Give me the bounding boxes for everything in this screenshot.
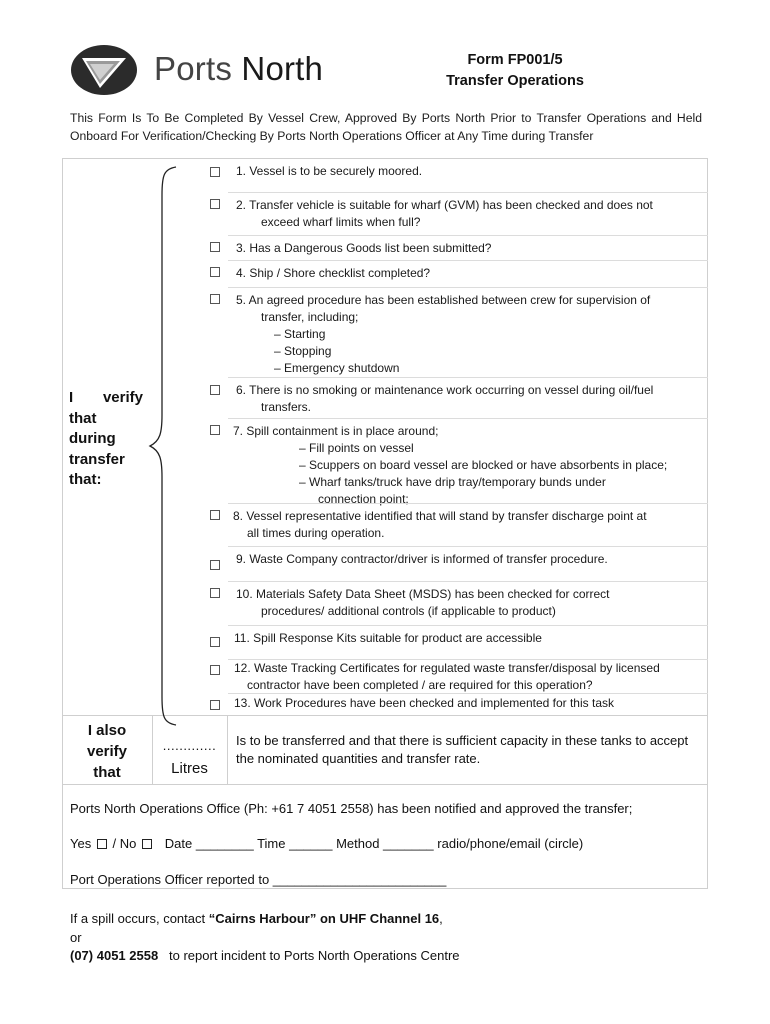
item-text: 9. Waste Company contractor/driver is informed of transfer procedure. [236, 552, 608, 566]
notification-statement: Ports North Operations Office (Ph: +61 7 4051 2558) has been notified and approved the transfer; [70, 801, 633, 816]
item-line: 5. An agreed procedure has been established between crew for supervision of [236, 293, 651, 307]
item-line: transfer, including; [261, 310, 359, 324]
item-line: – Fill points on vessel [299, 441, 414, 455]
spill-or: or [70, 929, 82, 945]
item-checkbox[interactable] [210, 560, 220, 570]
checklist-item [228, 693, 708, 715]
item-line: procedures/ additional controls (if applicable to product) [261, 604, 556, 618]
form-name: Transfer Operations [446, 73, 584, 89]
item-text: 1. Vessel is to be securely moored. [236, 164, 423, 178]
item-text [228, 419, 708, 508]
spill-text: If a spill occurs, contact [70, 911, 209, 926]
item-line: 6. There is no smoking or maintenance work occurring on vessel during oil/fuel [236, 383, 654, 397]
verify-word: transfer [69, 450, 125, 468]
spill-text: , [439, 911, 443, 926]
logo-word-north: North [241, 50, 324, 87]
litres-unit: Litres [171, 760, 208, 777]
checklist-item [228, 377, 708, 418]
item-text: 11. Spill Response Kits suitable for product are accessible [234, 631, 542, 645]
ports-north-logo-icon [70, 44, 138, 96]
item-line: connection point; [318, 492, 409, 506]
item-checkbox[interactable] [210, 267, 220, 277]
uhf-channel: “Cairns Harbour” on UHF Channel 16 [208, 911, 440, 926]
item-checkbox[interactable] [210, 665, 220, 675]
also-word: I also [87, 722, 127, 739]
item-text [228, 378, 708, 416]
verify-word: that: [69, 471, 102, 488]
item-checkbox[interactable] [210, 637, 220, 647]
no-checkbox[interactable] [142, 839, 152, 849]
intro-paragraph: This Form Is To Be Completed By Vessel Crew, Approved By Ports North Prior to Transfer Operations and Held Onboard For Verification/Checking By Ports North Operations Officer at Any Time during Transfer [70, 111, 702, 143]
item-checkbox[interactable] [210, 385, 220, 395]
item-line: – Wharf tanks/truck have drip tray/temporary bunds under [299, 475, 606, 489]
yes-checkbox[interactable] [97, 839, 107, 849]
item-line: contractor have been completed / are required for this operation? [247, 678, 593, 692]
item-checkbox[interactable] [210, 294, 220, 304]
logo-wordmark [154, 50, 323, 88]
item-line: – Scuppers on board vessel are blocked or have absorbents in place; [299, 458, 668, 472]
item-line: – Starting [274, 327, 326, 341]
item-checkbox[interactable] [210, 510, 220, 520]
item-line: 10. Materials Safety Data Sheet (MSDS) has been checked for correct [236, 587, 610, 601]
item-line: – Emergency shutdown [274, 361, 400, 375]
item-text: 13. Work Procedures have been checked and implemented for this task [234, 696, 614, 710]
also-word: verify [86, 743, 128, 760]
verify-word: I [69, 389, 74, 406]
item-line: 7. Spill containment is in place around; [233, 424, 439, 438]
item-text [228, 660, 708, 694]
litres-blank[interactable]: ............. [162, 738, 217, 753]
verify-word: verify [102, 389, 143, 406]
item-text [228, 193, 708, 231]
item-checkbox[interactable] [210, 199, 220, 209]
item-checkbox[interactable] [210, 425, 220, 435]
form-number: Form FP001/5 [467, 52, 563, 68]
checklist-item [228, 159, 708, 192]
item-line: 12. Waste Tracking Certificates for regulated waste transfer/disposal by licensed [234, 661, 660, 675]
checklist-item [228, 659, 708, 693]
capacity-statement: Is to be transferred and that there is sufficient capacity in these tanks to accept the nominated quantities and transfer rate. [236, 733, 689, 766]
also-verify-label [62, 720, 152, 783]
item-text: 4. Ship / Shore checklist completed? [236, 266, 431, 280]
form-title [400, 50, 630, 92]
checklist-item [228, 418, 708, 506]
checklist-item [228, 625, 708, 659]
logo-word-ports: Ports [154, 50, 233, 87]
item-checkbox[interactable] [210, 588, 220, 598]
ports-north-logo [70, 44, 330, 96]
table-divider [227, 715, 228, 785]
approval-line [70, 835, 583, 853]
verify-word: that [69, 409, 97, 427]
yes-label: Yes [70, 836, 92, 851]
checklist-item [228, 546, 708, 581]
checklist-item [228, 503, 708, 546]
spill-contact-info [70, 910, 460, 966]
item-text [228, 288, 708, 377]
item-line: exceed wharf limits when full? [261, 215, 421, 229]
spill-line-3 [70, 947, 460, 966]
checklist-item [228, 260, 708, 287]
item-text: 3. Has a Dangerous Goods list been submitted? [236, 241, 492, 255]
verify-word: during [69, 430, 116, 447]
item-line: transfers. [261, 400, 312, 414]
verify-label [69, 388, 149, 491]
item-line: all times during operation. [247, 526, 385, 540]
checklist-item [228, 581, 708, 625]
item-checkbox[interactable] [210, 242, 220, 252]
curly-brace [146, 165, 178, 727]
operations-phone: (07) 4051 2558 [70, 948, 159, 963]
item-text [228, 582, 708, 620]
item-line: 8. Vessel representative identified that will stand by transfer discharge point at [233, 509, 647, 523]
spill-line-1 [70, 910, 460, 929]
no-label: / No [112, 836, 137, 851]
item-text [228, 504, 708, 542]
spill-text: to report incident to Ports North Operations Centre [158, 948, 460, 963]
checklist-item [228, 235, 708, 260]
item-checkbox[interactable] [210, 167, 220, 177]
item-line: 2. Transfer vehicle is suitable for wharf (GVM) has been checked and does not [236, 198, 653, 212]
officer-reported-line[interactable]: Port Operations Officer reported to ________________________ [70, 872, 447, 887]
date-time-method-fields[interactable]: Date ________ Time ______ Method _______ radio/phone/email (circle) [164, 836, 584, 851]
item-checkbox[interactable] [210, 700, 220, 710]
also-word: that [93, 764, 121, 781]
item-line: – Stopping [274, 344, 332, 358]
checklist-item [228, 287, 708, 377]
checklist-item [228, 192, 708, 235]
